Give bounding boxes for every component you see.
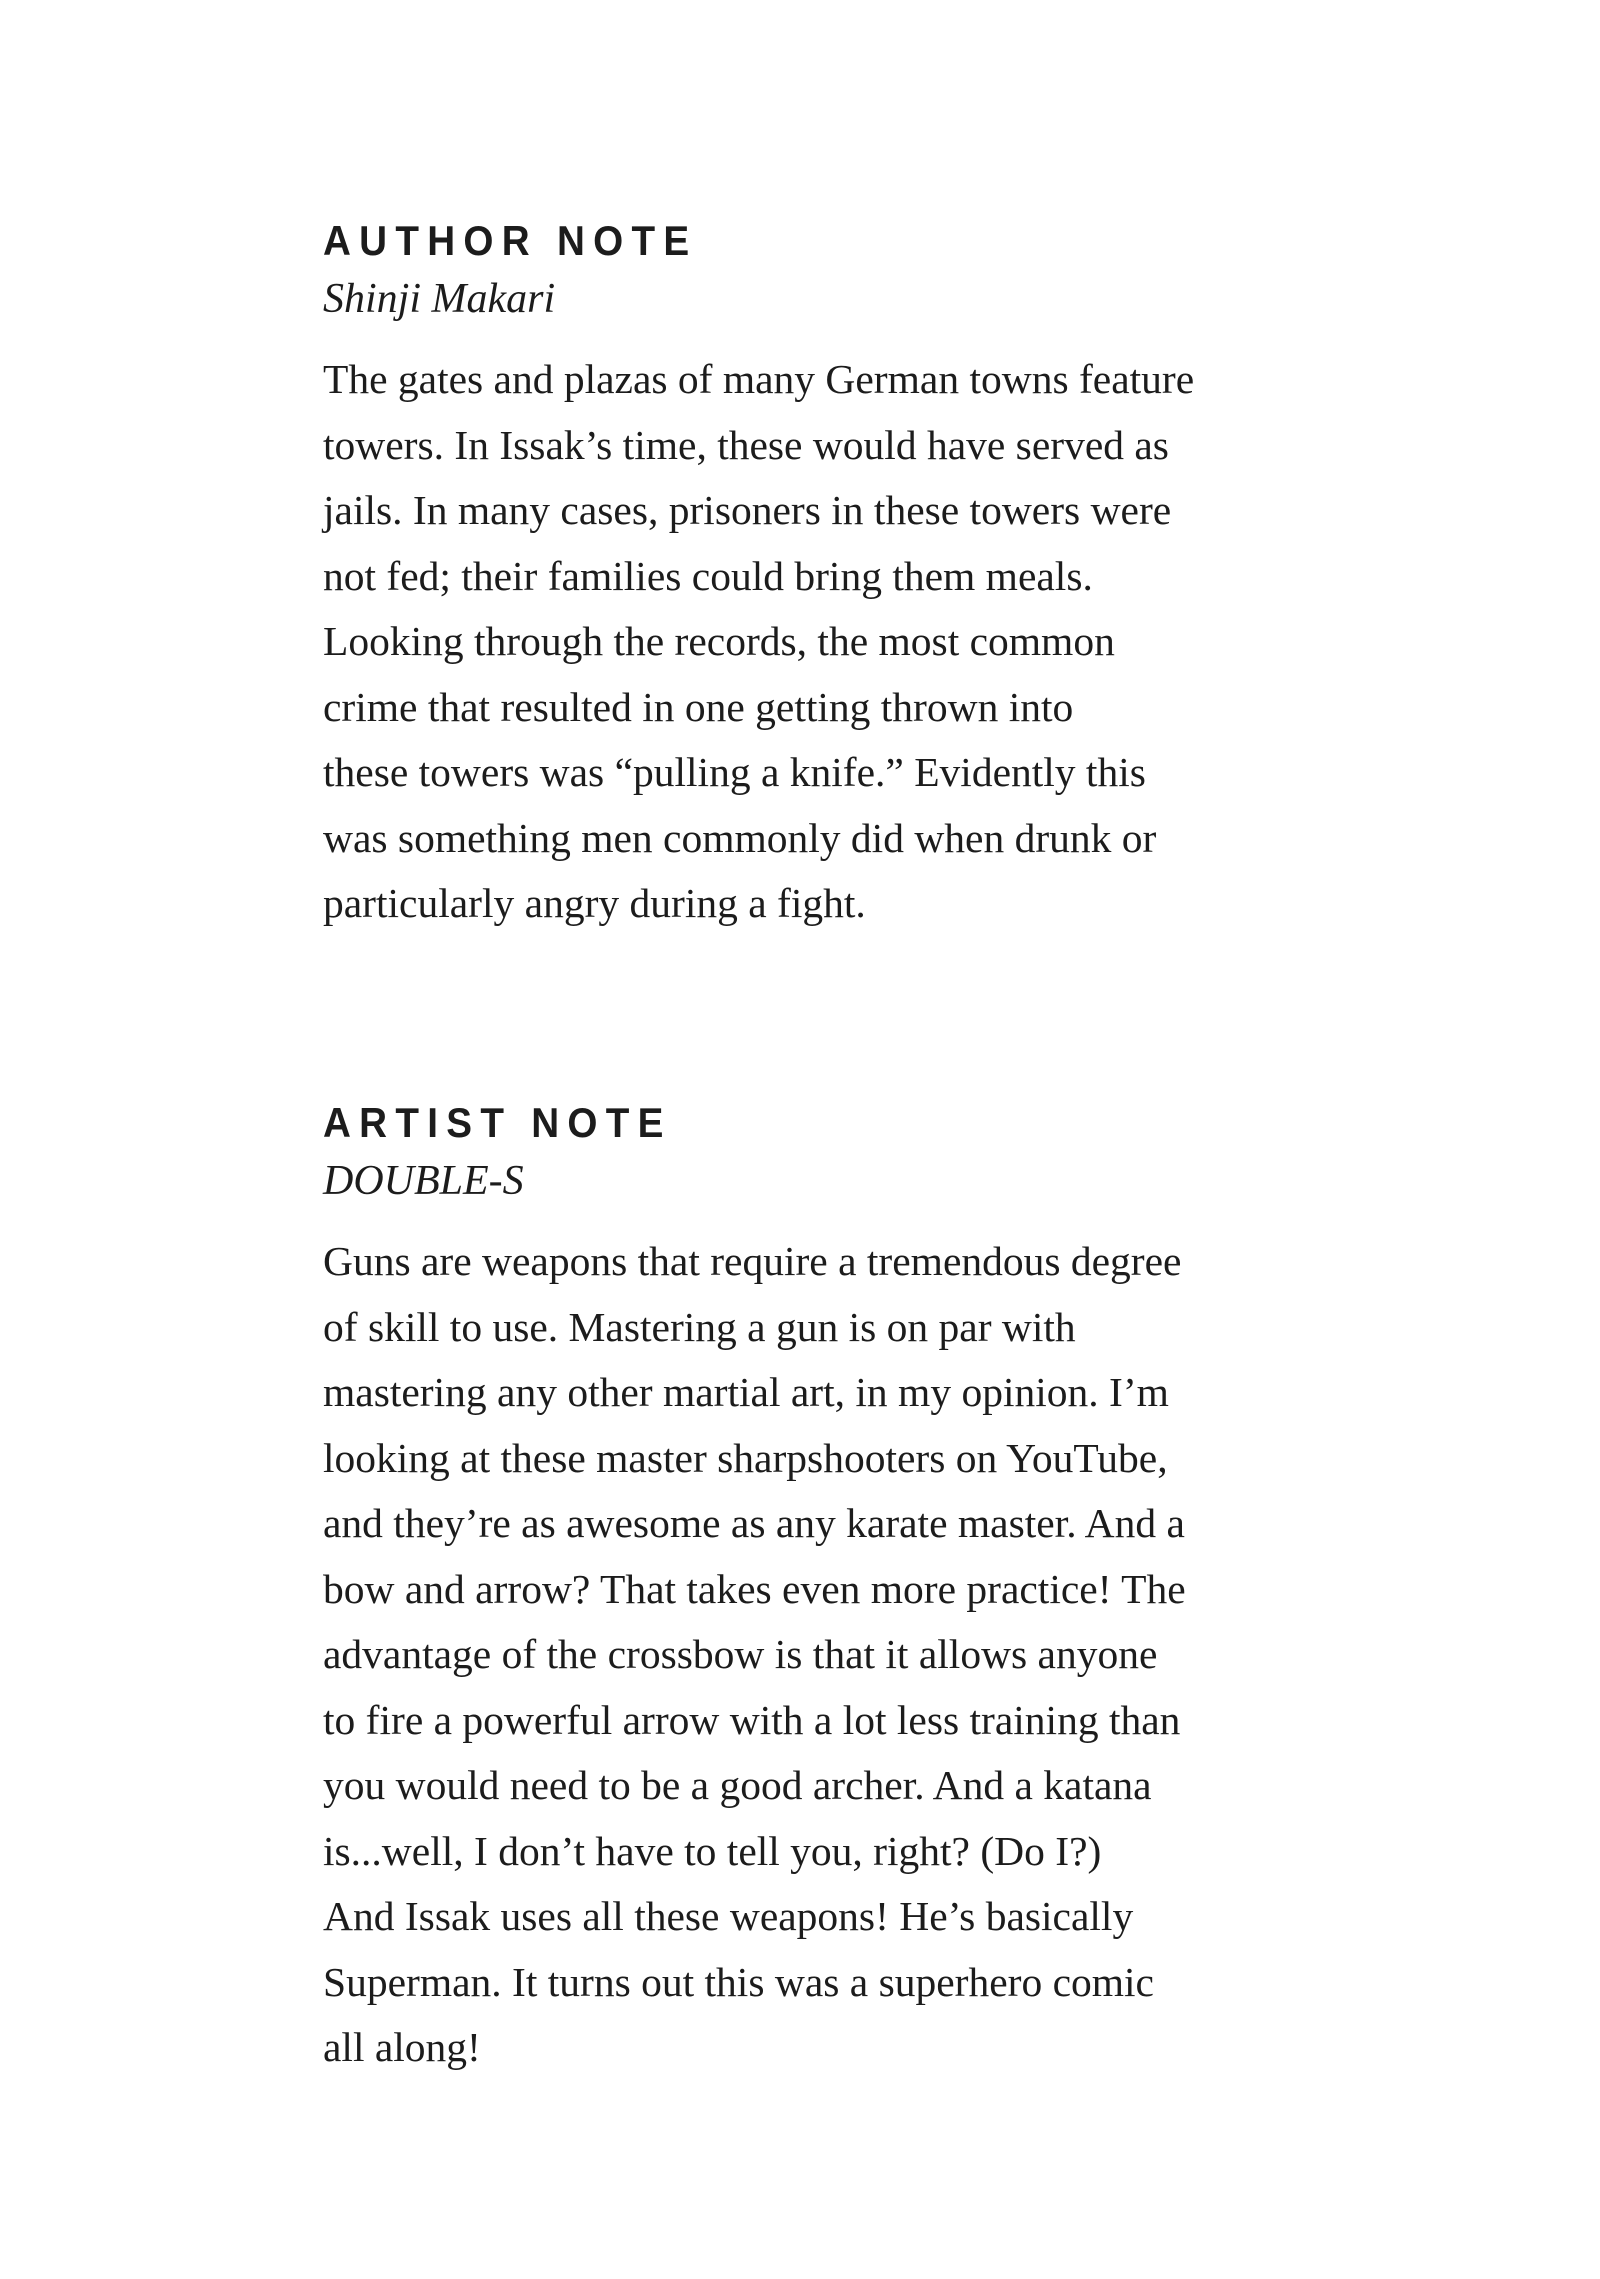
artist-note-body: Guns are weapons that require a tremendous degree of skill to use. Mastering a gun is on par with mastering any other martial art, in my opinion. I’m looking at these master sharpshooters on YouTube, and they’re as awesome as any karate master. And a bow and arrow? That takes even more practice! The advantage of the crossbow is that it allows anyone to fire a powerful arrow with a lot less training than you would need to be a good archer. And a katana is...well, I don’t have to tell you, right? (Do I?) And Issak uses all these weapons! He’s basically Superman. It turns out this was a superhero comic all along! (323, 1238, 1186, 2070)
artist-name: DOUBLE-S (323, 1158, 524, 1204)
author-note-section (323, 215, 1303, 937)
artist-note-heading: ARTIST NOTE (323, 1099, 672, 1146)
author-note-body: The gates and plazas of many German towns feature towers. In Issak’s time, these would have served as jails. In many cases, prisoners in these towers were not fed; their families could bring them meals. Looking through the records, the most common crime that resulted in one getting thrown into these towers was “pulling a knife.” Evidently this was something men commonly did when drunk or particularly angry during a fight. (323, 356, 1195, 926)
artist-note-section (323, 1097, 1303, 2081)
author-note-heading: AUTHOR NOTE (323, 217, 698, 264)
author-name: Shinji Makari (323, 276, 556, 322)
